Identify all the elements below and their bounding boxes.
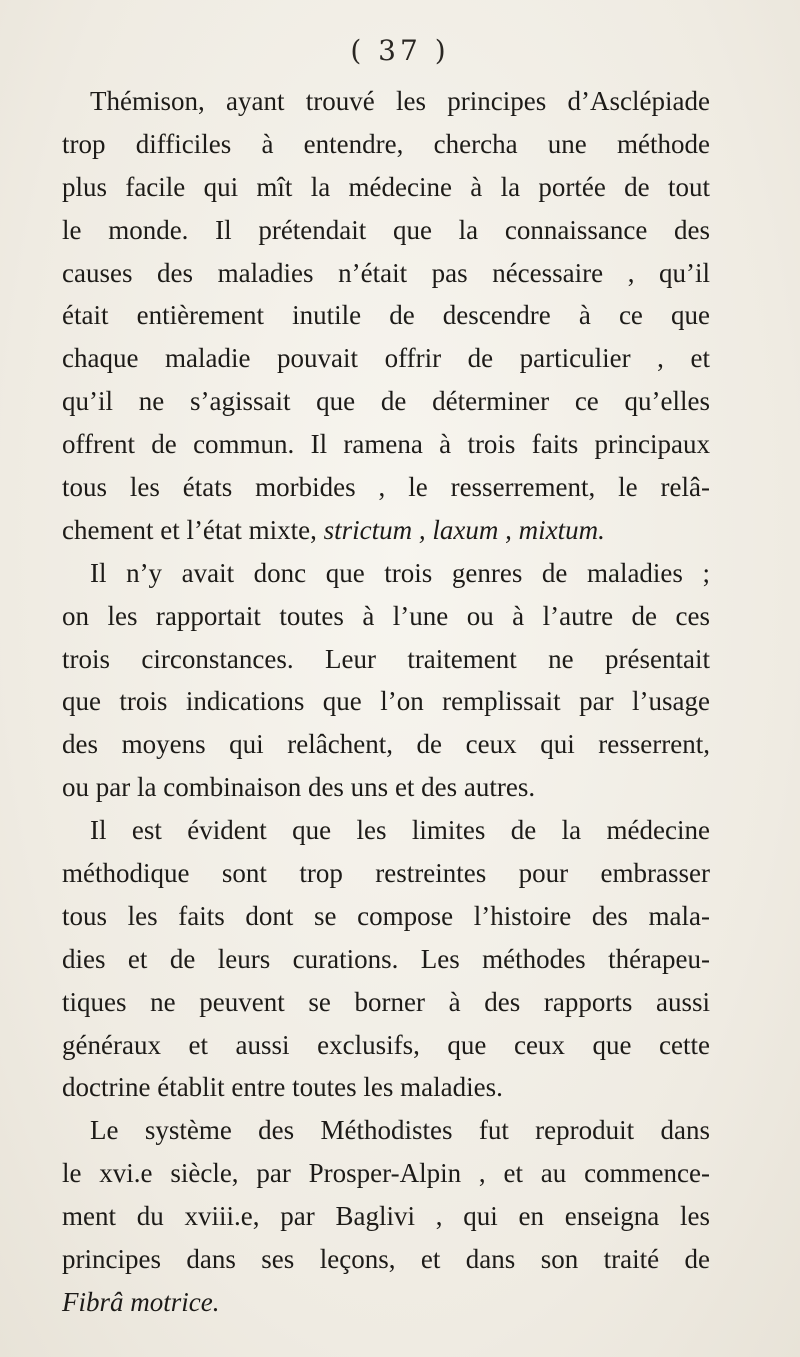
page-number: ( 37 ) xyxy=(350,34,450,67)
text-line: Le système des Méthodistes fut reproduit dans xyxy=(90,1115,710,1146)
text-line: que trois indications que l’on remplissait par l’usage xyxy=(62,686,710,717)
text-line: tiques ne peuvent se borner à des rapports aussi xyxy=(62,986,710,1017)
treatise-title: Fibrâ motrice. xyxy=(62,1286,220,1317)
text-line: Il n’y avait donc que trois genres de maladies ; xyxy=(90,557,710,588)
text-line: causes des maladies n’était pas nécessaire , qu’il xyxy=(62,257,710,288)
text-segment: chement et l’état mixte, xyxy=(62,514,324,545)
text-line: Thémison, ayant trouvé les principes d’Asclépiade xyxy=(90,86,710,116)
text-line: le xvi.e siècle, par Prosper-Alpin , et au commence- xyxy=(62,1158,710,1189)
text-line: doctrine établit entre toutes les maladies. xyxy=(62,1072,503,1103)
body-text xyxy=(62,80,710,1324)
text-line: plus facile qui mît la médecine à la portée de tout xyxy=(62,171,710,202)
text-line: offrent de commun. Il ramena à trois faits principaux xyxy=(62,429,710,460)
text-line-italic xyxy=(62,1281,710,1324)
text-line: ou par la combinaison des uns et des autres. xyxy=(62,772,536,803)
text-line: méthodique sont trop restreintes pour embrasser xyxy=(62,858,710,889)
text-line: chaque maladie pouvait offrir de particulier , et xyxy=(62,343,710,374)
text-line: trop difficiles à entendre, chercha une méthode xyxy=(62,128,710,159)
latin-terms: strictum , laxum , mixtum. xyxy=(323,514,605,545)
text-line: trois circonstances. Leur traitement ne présentait xyxy=(62,643,710,674)
text-line: était entièrement inutile de descendre à ce que xyxy=(62,300,710,331)
text-line: le monde. Il prétendait que la connaissance des xyxy=(62,214,710,245)
text-line: tous les états morbides , le resserrement, le relâ- xyxy=(62,472,710,503)
text-line: principes dans ses leçons, et dans son traité de xyxy=(62,1244,710,1275)
text-line: qu’il ne s’agissait que de déterminer ce qu’elles xyxy=(62,386,710,417)
text-line: des moyens qui relâchent, de ceux qui resserrent, xyxy=(62,729,710,760)
text-line: généraux et aussi exclusifs, que ceux que cette xyxy=(62,1029,710,1060)
text-line: Il est évident que les limites de la médecine xyxy=(90,815,710,846)
text-line: dies et de leurs curations. Les méthodes thérapeu- xyxy=(62,943,710,974)
text-line-with-italic xyxy=(62,509,710,552)
text-line: ment du xviii.e, par Baglivi , qui en enseigna les xyxy=(62,1201,710,1232)
text-line: tous les faits dont se compose l’histoire des mala- xyxy=(62,900,710,931)
text-line: on les rapportait toutes à l’une ou à l’autre de ces xyxy=(62,600,710,631)
